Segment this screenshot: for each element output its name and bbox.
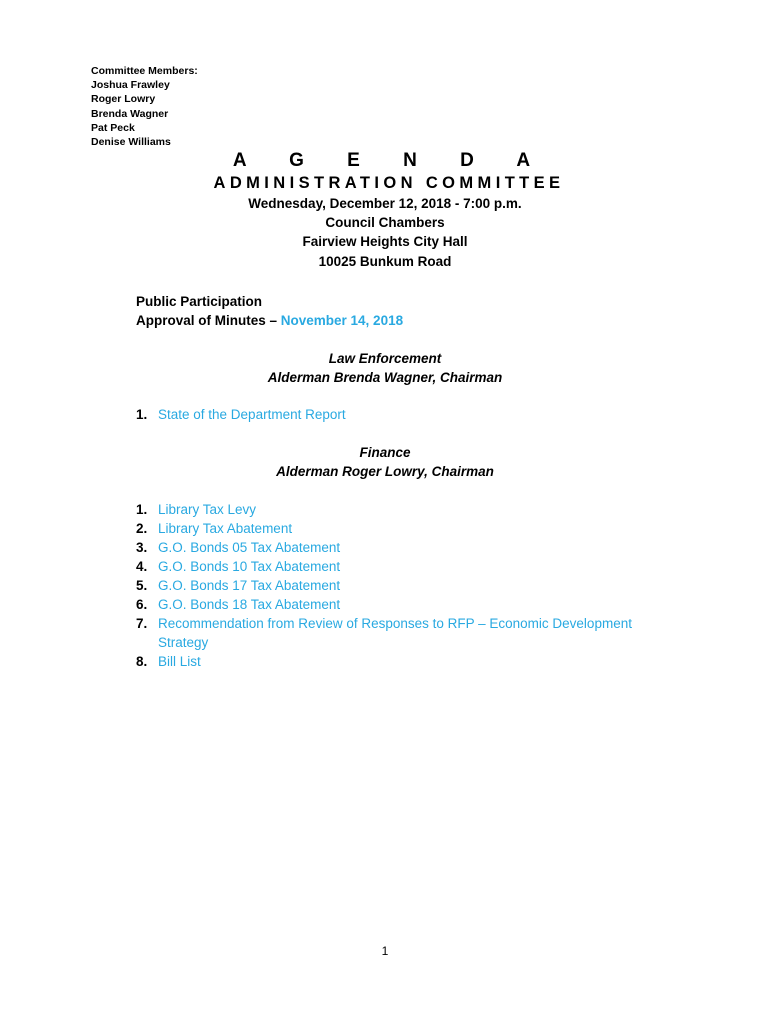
committee-member: Roger Lowry [91, 93, 156, 106]
meeting-building: Fairview Heights City Hall [302, 234, 468, 250]
committee-members [91, 64, 198, 149]
item-number: 1. [136, 407, 148, 422]
item-number: 4. [136, 559, 148, 574]
item-number: 7. [136, 616, 148, 631]
section-chair: Alderman Roger Lowry, Chairman [276, 464, 494, 479]
item-link[interactable]: Library Tax Levy [158, 502, 257, 517]
section-chair: Alderman Brenda Wagner, Chairman [267, 370, 503, 385]
item-number: 3. [136, 540, 148, 555]
item-link[interactable]: G.O. Bonds 18 Tax Abatement [158, 597, 341, 612]
meeting-date-time: Wednesday, December 12, 2018 - 7:00 p.m. [248, 196, 522, 211]
item-link[interactable]: G.O. Bonds 17 Tax Abatement [158, 578, 341, 593]
agenda-item [136, 557, 656, 576]
minutes-link[interactable]: November 14, 2018 [280, 313, 404, 328]
item-number: 6. [136, 597, 148, 612]
item-link[interactable]: G.O. Bonds 10 Tax Abatement [158, 559, 341, 574]
meeting-address: 10025 Bunkum Road [318, 253, 452, 269]
approval-of-minutes-label: Approval of Minutes – [136, 313, 281, 328]
item-number: 1. [136, 502, 148, 517]
agenda-item [136, 538, 656, 557]
item-link[interactable]: Bill List [158, 654, 201, 669]
committee-title: ADMINISTRATION COMMITTEE [213, 174, 565, 192]
item-number: 2. [136, 521, 148, 536]
public-participation: Public Participation [136, 294, 263, 309]
agenda-title: A G E N D A [232, 150, 550, 171]
item-number: 8. [136, 654, 148, 669]
agenda-item [136, 405, 656, 424]
committee-members-heading: Committee Members: [91, 65, 198, 77]
page-number: 1 [381, 944, 389, 958]
item-link[interactable]: State of the Department Report [158, 407, 346, 422]
section-title: Finance [359, 445, 411, 460]
item-link[interactable]: Recommendation from Review of Responses to RFP – Economic Development Strategy [158, 616, 632, 650]
meeting-location: Council Chambers [325, 215, 445, 231]
section-title: Law Enforcement [328, 351, 442, 366]
agenda-item [136, 500, 656, 519]
item-link[interactable]: G.O. Bonds 05 Tax Abatement [158, 540, 341, 555]
committee-member: Brenda Wagner [91, 107, 169, 120]
agenda-item [136, 576, 656, 595]
meeting-info [0, 194, 770, 271]
agenda-item [136, 519, 656, 538]
section-heading-law-enforcement [0, 349, 770, 387]
finance-items [136, 500, 656, 671]
preliminary-items [136, 292, 403, 330]
agenda-item [136, 652, 656, 671]
approval-of-minutes [136, 311, 403, 330]
agenda-item [136, 595, 656, 614]
item-number: 5. [136, 578, 148, 593]
committee-member: Joshua Frawley [91, 79, 170, 92]
committee-member: Pat Peck [91, 121, 135, 134]
committee-member: Denise Williams [91, 136, 171, 149]
agenda-item [136, 614, 656, 652]
item-link[interactable]: Library Tax Abatement [158, 521, 293, 536]
section-heading-finance [0, 443, 770, 481]
law-enforcement-items [136, 405, 656, 424]
